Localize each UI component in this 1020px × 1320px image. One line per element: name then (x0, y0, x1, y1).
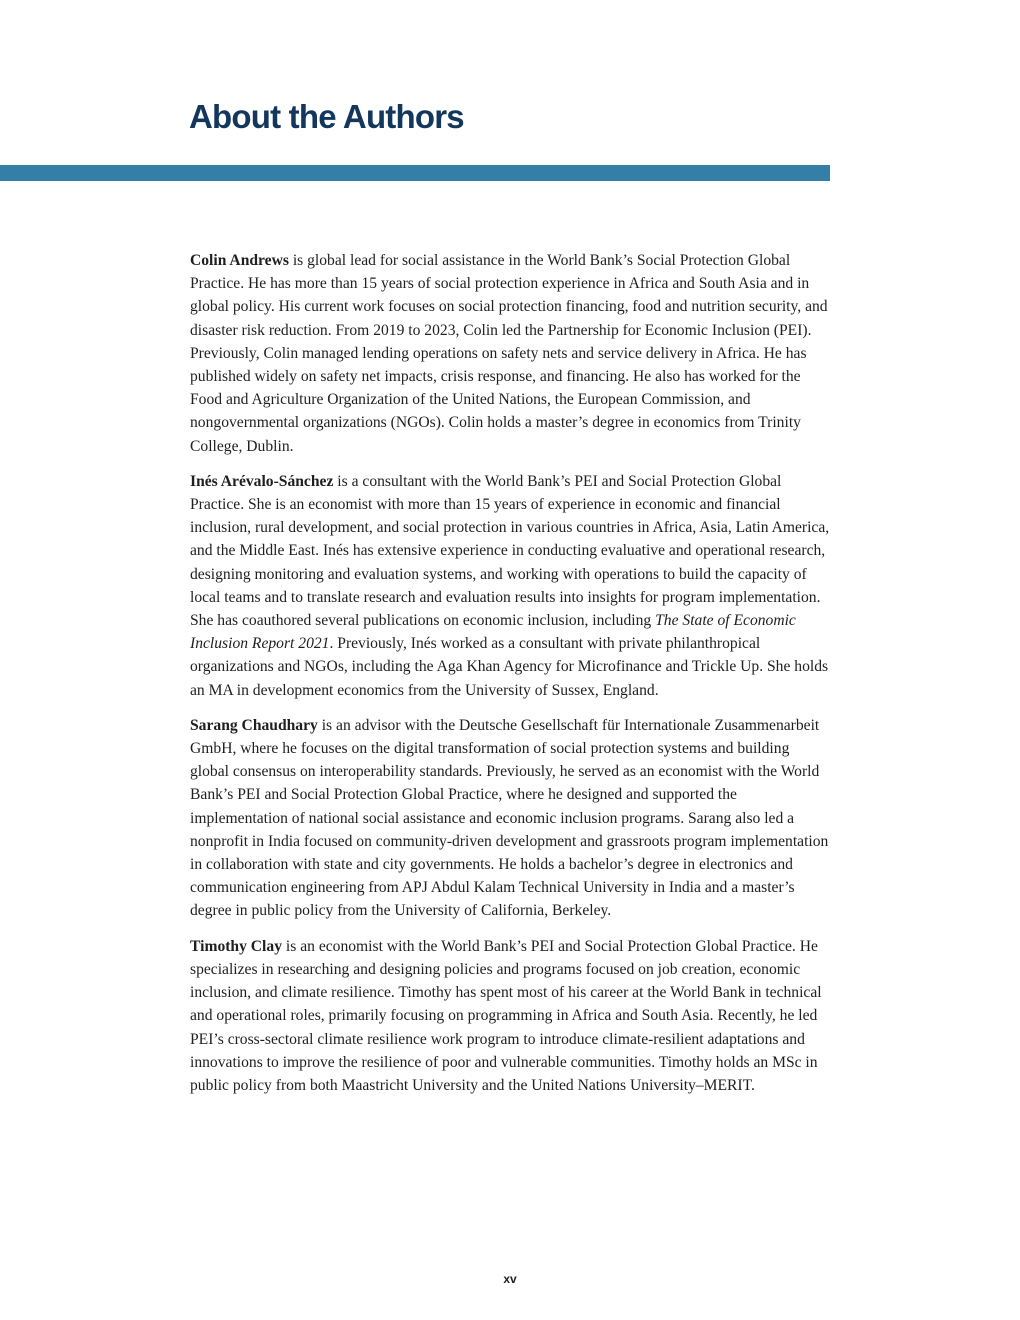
publication-title: The State of Economic Inclusion Report 2021 (190, 612, 796, 653)
author-bios (190, 249, 830, 1109)
author-bio-arevalo-sanchez (190, 470, 830, 702)
author-name: Colin Andrews (190, 252, 289, 269)
author-name: Inés Arévalo-Sánchez (190, 472, 334, 490)
author-bio-andrews (190, 249, 830, 458)
author-bio-text: is an economist with the World Bank’s PEI and Social Protection Global Practice. He specializes in researching and designing policies and programs focused on job creation, economic inclusion, and climate resilience. Timothy has spent most of his career at the World Bank in technical and operational roles, primarily focusing on programming in Africa and South Asia. Recently, he led PEI’s cross-sectoral climate resilience work program to introduce climate-resilient adaptations and innovations to improve the resilience of poor and vulnerable communities. Timothy holds an MSc in public policy from both Maastricht University and the United Nations University–MERIT. (190, 937, 822, 1094)
author-bio-clay (190, 935, 830, 1097)
author-name: Timothy Clay (190, 937, 282, 955)
author-bio-chaudhary (190, 714, 830, 923)
header-rule (0, 165, 830, 181)
page-title: About the Authors (189, 98, 464, 135)
author-bio-text: is global lead for social assistance in the World Bank’s Social Protection Global Practice. He has more than 15 years of social protection experience in Africa and South Asia and in global policy. His current work focuses on social protection financing, food and nutrition security, and disaster risk reduction. From 2019 to 2023, Colin led the Partnership for Economic Inclusion (PEI). Previously, Colin managed lending operations on safety nets and service delivery in Africa. He has published widely on safety net impacts, crisis response, and financing. He also has worked for the Food and Agriculture Organization of the United Nations, the European Commission, and nongovernmental organizations (NGOs). Colin holds a master’s degree in economics from Trinity College, Dublin. (190, 252, 828, 455)
author-bio-text: is a consultant with the World Bank’s PEI and Social Protection Global Practice. She is an economist with more than 15 years of experience in economic and financial inclusion, rural development, and social protection in various countries in Africa, Asia, Latin America, and the Middle East. Inés has extensive experience in conducting evaluative and operational research, designing monitoring and evaluation systems, and working with operations to build the capacity of local teams and to translate research and evaluation results into insights for program implementation. She has coauthored several publications on economic inclusion, including (190, 472, 830, 630)
author-name: Sarang Chaudhary (190, 716, 318, 734)
page-number: xv (503, 1272, 517, 1286)
author-bio-text: . Previously, Inés worked as a consultant with private philanthropical organizations and NGOs, including the Aga Khan Agency for Microfinance and Trickle Up. She holds an MA in development economics from the University of Sussex, England. (190, 635, 829, 699)
author-bio-text: is an advisor with the Deutsche Gesellschaft für Internationale Zusammenarbeit GmbH, where he focuses on the digital transformation of social protection systems and building global consensus on interoperability standards. Previously, he served as an economist with the World Bank’s PEI and Social Protection Global Practice, where he designed and supported the implementation of national social assistance and economic inclusion programs. Sarang also led a nonprofit in India focused on community-driven development and grassroots program implementation in collaboration with state and city governments. He holds a bachelor’s degree in electronics and communication engineering from APJ Abdul Kalam Technical University in India and a master’s degree in public policy from the University of California, Berkeley. (190, 716, 829, 920)
